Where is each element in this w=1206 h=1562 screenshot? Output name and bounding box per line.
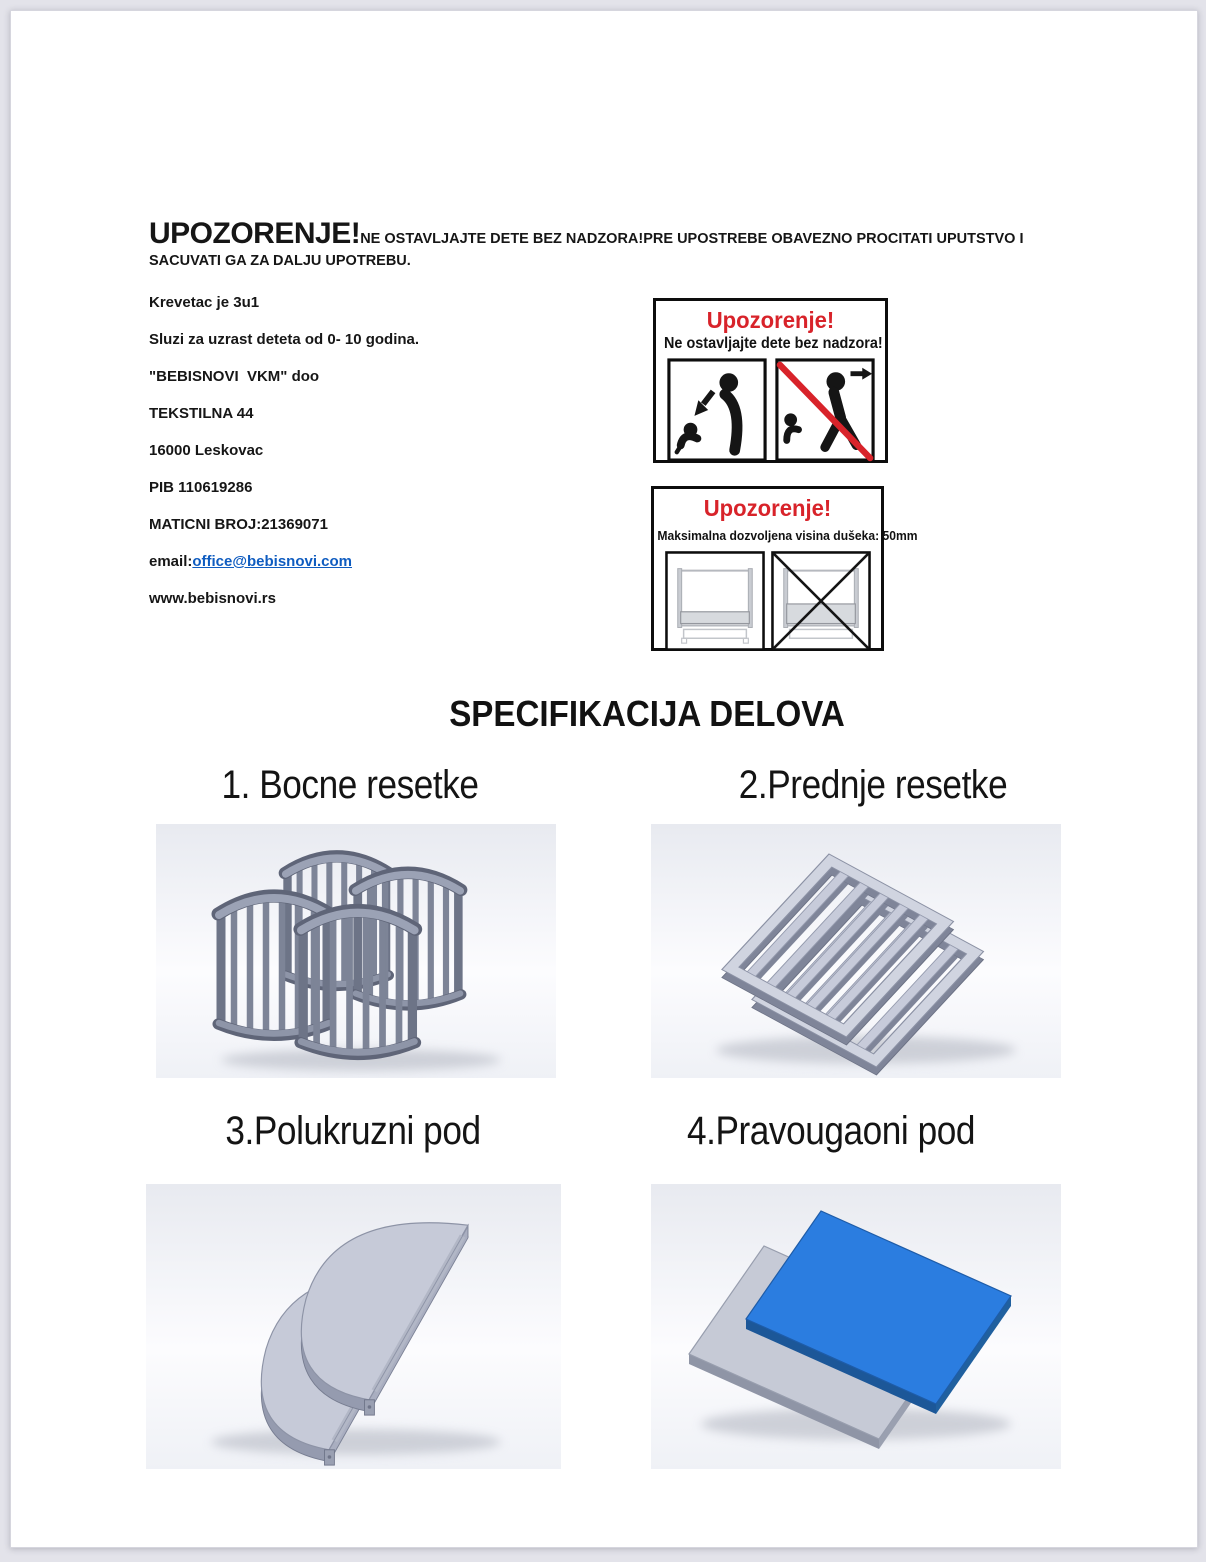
warning-header (149, 217, 1067, 272)
supervision-ok-pictogram (666, 358, 768, 462)
part-image-polukruzni-pod (146, 1184, 561, 1469)
info-age-range: Sluzi za uzrast deteta od 0- 10 godina. (149, 331, 420, 348)
info-website: www.bebisnovi.rs (149, 590, 276, 607)
part-label-prednje-resetke: 2.Prednje resetke (738, 763, 1008, 807)
warning-sign-1-subtitle: Ne ostavljajte dete bez nadzora! (664, 335, 883, 352)
warning-sign-supervision (653, 298, 888, 463)
warning-sign-1-pictograms (656, 358, 885, 462)
info-city: 16000 Leskovac (149, 442, 264, 459)
info-pib: PIB 110619286 (149, 479, 253, 496)
part-image-bocne-resetke (156, 824, 556, 1078)
company-info (149, 295, 419, 628)
part-label-pravougaoni-pod: 4.Pravougaoni pod (686, 1109, 976, 1153)
crib-mattress-ok-diagram (665, 551, 765, 651)
info-company-name: "BEBISNOVI VKM" doo (149, 368, 320, 385)
part-label-bocne-resetke: 1. Bocne resetke (221, 763, 479, 807)
part-label-polukruzni-pod: 3.Polukruzni pod (225, 1109, 481, 1153)
warning-sign-2-subtitle: Maksimalna dozvoljena visina dušeka: 50mm (657, 529, 918, 543)
section-title-wrap (189, 693, 1105, 735)
no-supervision-crossed-pictogram (774, 358, 876, 462)
info-email-row (149, 554, 419, 570)
email-label: email: (149, 553, 193, 570)
warning-header-text: NE OSTAVLJAJTE DETE BEZ NADZORA!PRE UPOSTREBE OBAVEZNO PROCITATI UPUTSTVO I SACUVATI GA ZA DALJU UPOTREBU. (149, 231, 1024, 269)
info-maticni-broj: MATICNI BROJ:21369071 (149, 516, 328, 533)
warning-sign-mattress (651, 486, 918, 651)
info-street: TEKSTILNA 44 (149, 405, 254, 422)
drop-shadow (211, 1429, 501, 1455)
info-product-type: Krevetac je 3u1 (149, 294, 260, 311)
warning-sign-2-title: Upozorenje! (703, 495, 832, 521)
warning-header-title: UPOZORENJE! (149, 217, 361, 250)
email-link[interactable]: office@bebisnovi.com (192, 553, 353, 570)
semicircle-panel-top (301, 1223, 468, 1415)
crib-mattress-crossed-diagram (771, 551, 871, 651)
part-image-prednje-resetke (651, 824, 1061, 1078)
part-image-pravougaoni-pod (651, 1184, 1061, 1469)
warning-sign-2-diagrams (654, 551, 881, 651)
document-page (10, 10, 1198, 1548)
warning-sign-1-title: Upozorenje! (706, 307, 835, 333)
section-title: SPECIFIKACIJA DELOVA (449, 693, 845, 734)
